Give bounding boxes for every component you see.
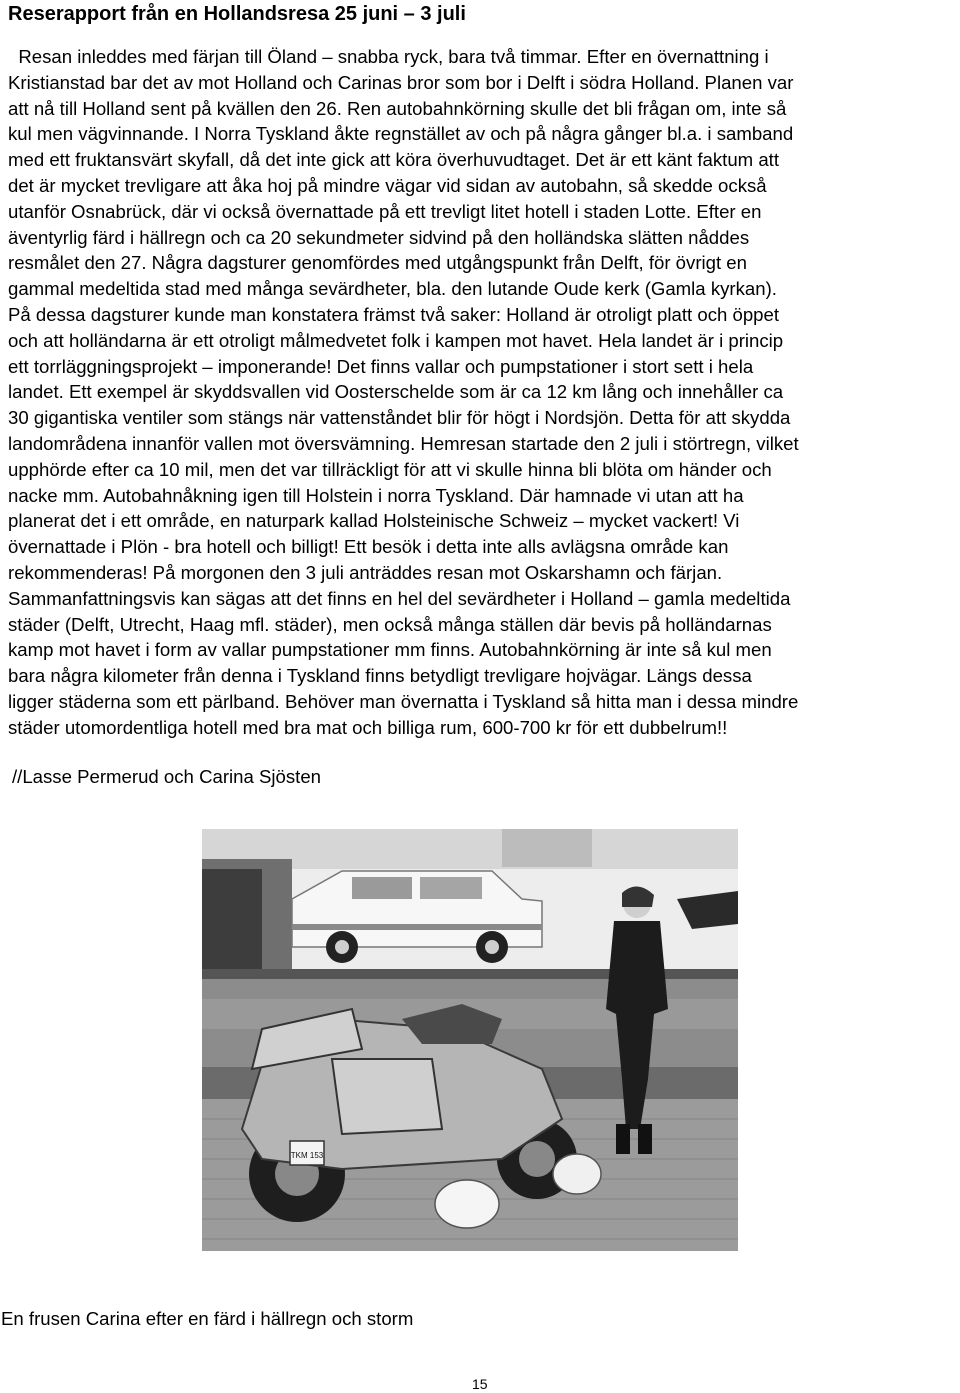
body-line: det är mycket trevligare att åka hoj på mindre vägar vid sidan av autobahn, så skedde också bbox=[8, 174, 767, 196]
body-line: kamp mot havet i form av vallar pumpstationer mm finns. Autobahnkörning är inte så kul men bbox=[8, 639, 772, 661]
license-plate: TKM 153 bbox=[290, 1151, 324, 1160]
body-line: Kristianstad bar det av mot Holland och Carinas bror som bor i Delft i södra Holland. Planen var bbox=[8, 71, 794, 93]
photo-caption: En frusen Carina efter en färd i hällregn och storm bbox=[1, 1308, 414, 1329]
helmet-icon bbox=[435, 1180, 499, 1228]
body-line: övernattade i Plön - bra hotell och billigt! Ett besök i detta inte alls avlägsna område kan bbox=[8, 536, 729, 558]
body-line: landet. Ett exempel är skyddsvallen vid Oosterschelde som är ca 12 km lång och innehåller ca bbox=[8, 381, 784, 403]
body-line: att nå till Holland sent på kvällen den 26. Ren autobahnkörning skulle det bli frågan om, inte så bbox=[8, 97, 787, 119]
body-line: rekommenderas! På morgonen den 3 juli anträddes resan mot Oskarshamn och färjan. bbox=[8, 561, 723, 583]
body-line: gammal medeltida stad med många sevärdheter, bla. den lutande Oude kerk (Gamla kyrkan). bbox=[8, 278, 777, 300]
body-line: ligger städerna som ett pärlband. Behöver man övernatta i Tyskland så hitta man i dessa mindre bbox=[8, 690, 799, 712]
body-line: städer (Delft, Utrecht, Haag mfl. städer), men också många ställen där bevis på holländarnas bbox=[8, 613, 772, 635]
body-line: och att holländarna är ett otroligt målmedvetet folk i kampen mot havet. Hela landet är i princip bbox=[8, 329, 784, 351]
photo-woman-with-motorcycle bbox=[202, 829, 738, 1251]
body-line: äventyrlig färd i hällregn och ca 20 sekundmeter sidvind på den holländska slätten nåddes bbox=[8, 226, 750, 248]
body-line: På dessa dagsturer kunde man konstatera främst två saker: Holland är otroligt platt och öppet bbox=[8, 303, 780, 325]
body-line: resmålet den 27. Några dagsturer genomfördes med utgångspunkt från Delft, för övrigt en bbox=[8, 252, 747, 274]
body-line: bara några kilometer från denna i Tyskland finns betydligt trevligare hojvägar. Längs dessa bbox=[8, 665, 752, 687]
page-number: 15 bbox=[472, 1376, 488, 1392]
body-line: 30 gigantiska ventiler som stängs när vattenståndet blir för högt i Nordsjön. Detta för att skydda bbox=[8, 407, 791, 429]
signature: //Lasse Permerud och Carina Sjösten bbox=[12, 766, 322, 787]
body-line: med ett fruktansvärt skyfall, då det inte gick att köra överhuvudtaget. Det är ett känt faktum att bbox=[8, 149, 779, 171]
body-line: nacke mm. Autobahnåkning igen till Holstein i norra Tyskland. Där hamnade vi utan att ha bbox=[8, 484, 744, 506]
body-line: Sammanfattningsvis kan sägas att det finns en hel del sevärdheter i Holland – gamla medeltida bbox=[8, 587, 791, 609]
body-line: planerat det i ett område, en naturpark kallad Holsteinische Schweiz – mycket vackert! Vi bbox=[8, 510, 740, 532]
body-line: landområdena innanför vallen mot översvämning. Hemresan startade den 2 juli i störtregn, vilket bbox=[8, 432, 799, 454]
body-line: Resan inleddes med färjan till Öland – snabba ryck, bara två timmar. Efter en övernattning i bbox=[8, 46, 769, 67]
body-line: utanför Osnabrück, där vi också övernattade på ett trevligt litet hotell i staden Lotte. Efter en bbox=[8, 200, 762, 222]
body-text bbox=[8, 44, 953, 741]
page-title: Reserapport från en Hollandsresa 25 juni – 3 juli bbox=[8, 3, 466, 25]
body-line: ett torrläggningsprojekt – imponerande! Det finns vallar och pumpstationer i stort sett i hela bbox=[8, 355, 754, 377]
body-line: upphörde efter ca 10 mil, men det var tillräckligt för att vi skulle hinna bli blöta om händer och bbox=[8, 458, 772, 480]
body-line: städer utomordentliga hotell med bra mat och billiga rum, 600-700 kr för ett dubbelrum!! bbox=[8, 716, 728, 738]
body-line: kul men vägvinnande. I Norra Tyskland åkte regnstället av och på några gånger bl.a. i samband bbox=[8, 123, 794, 145]
helmet-icon bbox=[553, 1154, 601, 1194]
